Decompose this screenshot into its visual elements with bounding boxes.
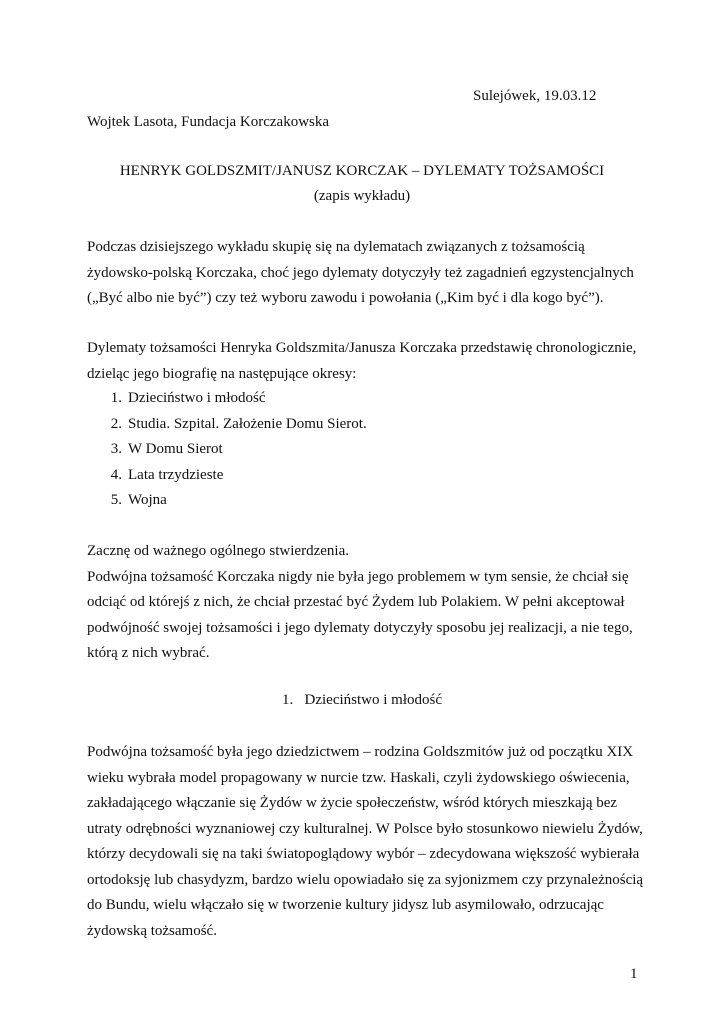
text-line: żydowską tożsamość. xyxy=(87,922,217,939)
intro-paragraph xyxy=(87,235,647,312)
list-item-number: 5. xyxy=(110,492,122,508)
text-line: podwójność swojej tożsamości i jego dylematy dotyczyły sposobu jej realizacji, a nie tego, xyxy=(87,619,633,636)
text-line: odciąć od którejś z nich, że chciał przestać być Żydem lub Polakiem. W pełni akceptował xyxy=(87,594,625,610)
text-line: wieku wybrała model propagowany w nurcie tzw. Haskali, czyli żydowskiego oświecenia, xyxy=(87,769,630,786)
section-number: 1. xyxy=(282,692,294,708)
list-item xyxy=(87,463,367,489)
author-line: Wojtek Lasota, Fundacja Korczakowska xyxy=(87,114,330,130)
section-title: Dzieciństwo i młodość xyxy=(304,692,442,708)
text-line: Podwójna tożsamość była jego dziedzictwem – rodzina Goldszmitów już od początku XIX xyxy=(87,744,634,760)
periods-paragraph xyxy=(87,336,647,387)
text-line: którzy decydowali się na taki światopoglądowy wybór – zdecydowana większość wybierała xyxy=(87,846,640,862)
list-item-number: 1. xyxy=(110,390,122,406)
section-paragraph xyxy=(87,740,647,944)
list-item-label: Lata trzydzieste xyxy=(128,466,224,483)
text-line: ortodoksję lub chasydyzm, bardzo wielu opowiadało się za syjonizmem czy przynależnością xyxy=(87,871,644,888)
list-item-label: Studia. Szpital. Założenie Domu Sierot. xyxy=(128,415,367,432)
list-item-label: W Domu Sierot xyxy=(128,441,223,457)
statement-paragraph xyxy=(87,539,647,667)
text-line: którą z nich wybrać. xyxy=(87,645,210,661)
document-subtitle: (zapis wykładu) xyxy=(313,188,411,204)
list-item xyxy=(87,412,367,438)
text-line: Podwójna tożsamość Korczaka nigdy nie była jego problemem w tym sensie, że chciał się xyxy=(87,568,629,585)
list-item-number: 2. xyxy=(110,415,122,432)
text-line: Podczas dzisiejszego wykładu skupię się na dylematach związanych z tożsamością xyxy=(87,239,585,255)
text-line: żydowsko-polską Korczaka, choć jego dylematy dotyczyły też zagadnień egzystencjalnych xyxy=(87,264,634,281)
section-heading xyxy=(87,692,637,709)
document-title: HENRYK GOLDSZMIT/JANUSZ KORCZAK – DYLEMATY TOŻSAMOŚCI xyxy=(119,163,605,179)
list-item-label: Wojna xyxy=(128,492,167,508)
place-and-date: Sulejówek, 19.03.12 xyxy=(473,88,597,104)
list-item-label: Dzieciństwo i młodość xyxy=(128,390,266,406)
list-item-number: 3. xyxy=(110,441,122,457)
text-line: Dylematy tożsamości Henryka Goldszmita/Janusza Korczaka przedstawię chronologicznie, xyxy=(87,340,637,356)
text-line: do Bundu, wielu włączało się w tworzenie kultury jidysz lub asymilowało, odrzucając xyxy=(87,897,604,913)
text-line: zakładającego włączanie się Żydów w życie społeczeństw, wśród których mieszkają bez xyxy=(87,795,618,811)
text-line: Zacznę od ważnego ogólnego stwierdzenia. xyxy=(87,543,349,559)
list-item xyxy=(87,437,367,463)
text-line: („Być albo nie być”) czy też wyboru zawodu i powołania („Kim być i dla kogo być”). xyxy=(87,290,604,306)
list-item xyxy=(87,386,367,412)
text-line: utraty odrębności wyznaniowej czy kulturalnej. W Polsce było stosunkowo niewielu Żydów, xyxy=(87,820,643,837)
page-number: 1 xyxy=(630,966,638,982)
list-item xyxy=(87,488,367,514)
periods-list xyxy=(87,386,367,514)
list-item-number: 4. xyxy=(110,466,122,483)
text-line: dzieląc jego biografię na następujące okresy: xyxy=(87,365,357,382)
